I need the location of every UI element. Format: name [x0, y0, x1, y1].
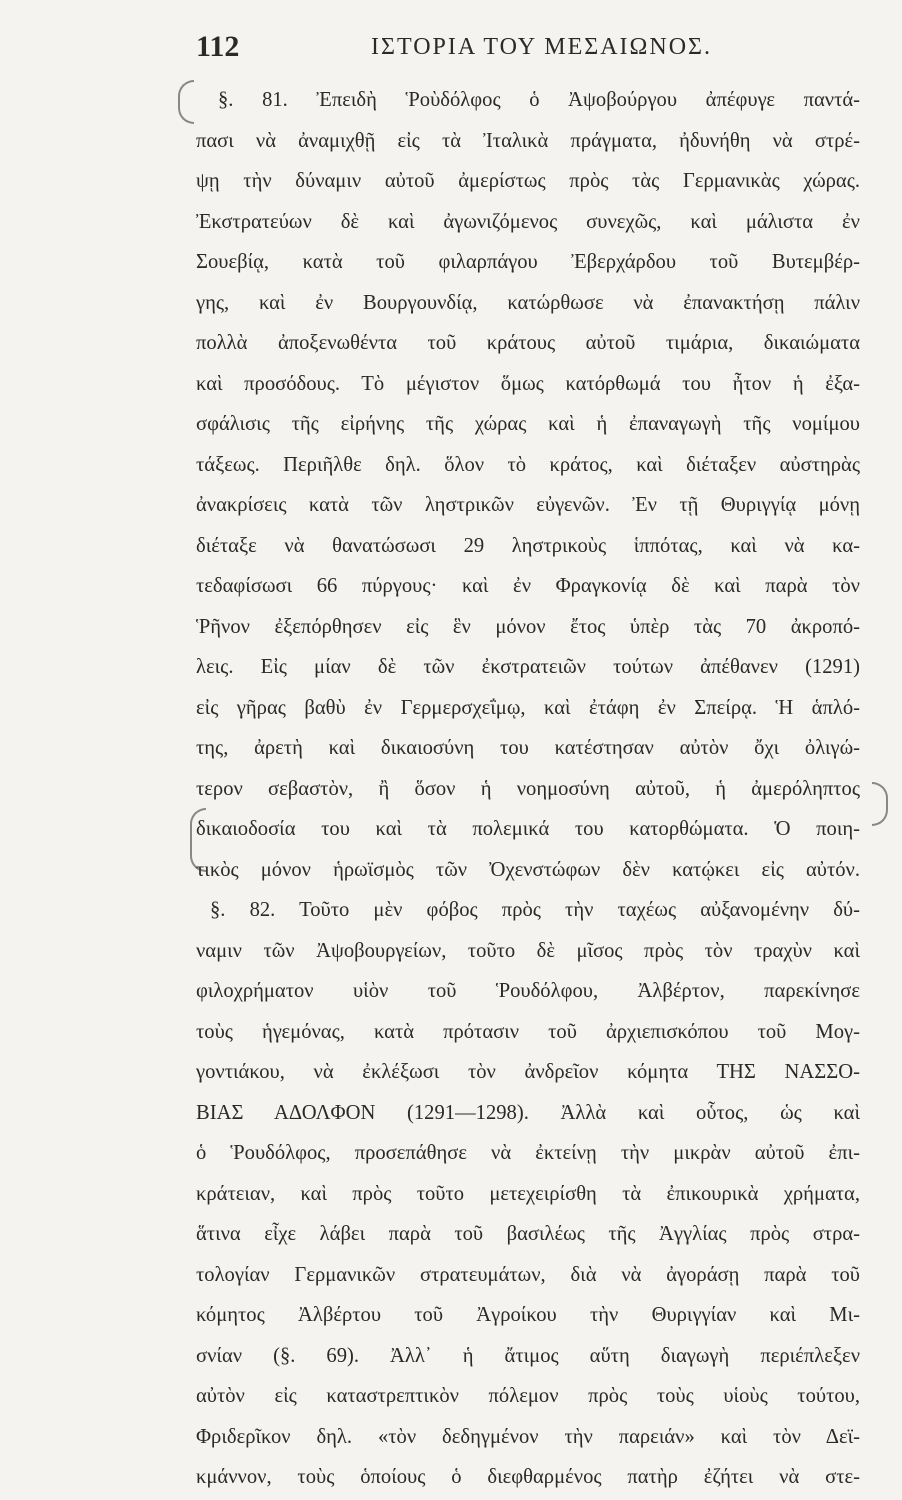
text-line: λεις. Εἰς μίαν δὲ τῶν ἐκστρατειῶν τούτων ἀπέθανεν (1291): [196, 656, 860, 678]
text-line: Ῥῆνον ἐξεπόρθησεν εἰς ἓν μόνον ἔτος ὑπὲρ τὰς 70 ἀκροπό-: [196, 615, 860, 638]
text-line: Φριδερῖκον δηλ. «τὸν δεδηγμένον τὴν παρειάν» καὶ τὸν Δεϊ-: [196, 1425, 860, 1448]
text-line: αὐτὸν εἰς καταστρεπτικὸν πόλεμον πρὸς τοὺς υἱοὺς τούτου,: [196, 1385, 860, 1407]
text-line: τολογίαν Γερμανικῶν στρατευμάτων, διὰ νὰ ἀγοράσῃ παρὰ τοῦ: [196, 1263, 860, 1286]
text-line: τεδαφίσωσι 66 πύργους· καὶ ἐν Φραγκονίᾳ δὲ καὶ παρὰ τὸν: [196, 575, 860, 597]
text-line: πασι νὰ ἀναμιχθῇ εἰς τὰ Ἰταλικὰ πράγματα, ἠδυνήθη νὰ στρέ-: [196, 129, 860, 152]
text-line: τικὸς μόνον ἡρωϊσμὸς τῶν Ὀχενστώφων δὲν κατῴκει εἰς αὐτόν.: [196, 858, 860, 881]
text-line: Ἐκστρατεύων δὲ καὶ ἀγωνιζόμενος συνεχῶς, καὶ μάλιστα ἐν: [196, 210, 860, 233]
text-line: ὁ Ῥουδόλφος, προσεπάθησε νὰ ἐκτείνῃ τὴν μικρὰν αὐτοῦ ἐπι-: [196, 1142, 860, 1164]
text-line: §. 82. Τοῦτο μὲν φόβος πρὸς τὴν ταχέως αὐξανομένην δύ-: [210, 899, 860, 921]
text-line: κράτειαν, καὶ πρὸς τοῦτο μετεχειρίσθη τὰ ἐπικουρικὰ χρήματα,: [196, 1182, 860, 1205]
text-line: τοὺς ἡγεμόνας, κατὰ πρότασιν τοῦ ἀρχιεπισκόπου τοῦ Μογ-: [196, 1020, 860, 1043]
body-text: [196, 80, 860, 1498]
text-line: τερον σεβαστὸν, ἢ ὅσον ἡ νοημοσύνη αὐτοῦ, ἡ ἀμερόληπτος: [196, 777, 860, 800]
text-line: σφάλισις τῆς εἰρήνης τῆς χώρας καὶ ἡ ἐπαναγωγὴ τῆς νομίμου: [196, 413, 860, 435]
text-line: φιλοχρήματον υἱὸν τοῦ Ῥουδόλφου, Ἀλβέρτον, παρεκίνησε: [196, 980, 860, 1002]
text-line: καὶ προσόδους. Τὸ μέγιστον ὅμως κατόρθωμά του ἦτον ἡ ἐξα-: [196, 372, 860, 395]
margin-bracket-81: [178, 80, 194, 124]
text-line: ψῃ τὴν δύναμιν αὐτοῦ ἀμερίστως πρὸς τὰς Γερμανικὰς χώρας.: [196, 170, 860, 192]
text-line: γης, καὶ ἐν Βουργουνδίᾳ, κατώρθωσε νὰ ἐπανακτήσῃ πάλιν: [196, 291, 860, 314]
running-title: ΙΣΤΟΡΙΑ ΤΟΥ ΜΕΣΑΙΩΝΟΣ.: [371, 34, 712, 60]
text-line: ἅτινα εἶχε λάβει παρὰ τοῦ βασιλέως τῆς Ἀγγλίας πρὸς στρα-: [196, 1223, 860, 1245]
text-line: §. 81. Ἐπειδὴ Ῥοὺδόλφος ὁ Ἀψοβούργου ἀπέφυγε παντά-: [218, 89, 860, 111]
page-header: [196, 30, 860, 64]
text-line: δικαιοδοσία του καὶ τὰ πολεμικά του κατορθώματα. Ὁ ποιη-: [196, 818, 860, 840]
text-line: ἀνακρίσεις κατὰ τῶν ληστρικῶν εὐγενῶν. Ἐν τῇ Θυριγγίᾳ μόνῃ: [196, 494, 860, 516]
text-line: κόμητος Ἀλβέρτου τοῦ Ἀγροίκου τὴν Θυριγγίαν καὶ Μι-: [196, 1304, 860, 1326]
margin-bracket-end: [872, 782, 888, 826]
text-line: γοντιάκου, νὰ ἐκλέξωσι τὸν ἀνδρεῖον κόμητα ΤΗΣ ΝΑΣΣΟ-: [196, 1061, 860, 1083]
text-line: ναμιν τῶν Ἀψοβουργείων, τοῦτο δὲ μῖσος πρὸς τὸν τραχὺν καὶ: [196, 939, 860, 962]
text-line: εἰς γῆρας βαθὺ ἐν Γερμερσχεΐμῳ, καὶ ἐτάφη ἐν Σπείρᾳ. Ἡ ἁπλό-: [196, 696, 860, 719]
text-line: πολλὰ ἀποξενωθέντα τοῦ κράτους αὐτοῦ τιμάρια, δικαιώματα: [196, 332, 860, 354]
text-line: σνίαν (§. 69). Ἀλλ᾽ ἡ ἄτιμος αὕτη διαγωγὴ περιέπλεξεν: [196, 1344, 860, 1367]
text-line: τάξεως. Περιῆλθε δηλ. ὅλον τὸ κράτος, καὶ διέταξεν αὐστηρὰς: [196, 453, 860, 476]
text-line: ΒΙΑΣ ΑΔΟΛΦΟΝ (1291—1298). Ἀλλὰ καὶ οὗτος, ὡς καὶ: [196, 1101, 860, 1124]
text-line: διέταξε νὰ θανατώσωσι 29 ληστρικοὺς ἱππότας, καὶ νὰ κα-: [196, 534, 860, 557]
text-line: κμάννον, τοὺς ὁποίους ὁ διεφθαρμένος πατὴρ ἐζήτει νὰ στε-: [196, 1466, 860, 1488]
text-line: της, ἀρετὴ καὶ δικαιοσύνη του κατέστησαν αὐτὸν ὄχι ὀλιγώ-: [196, 737, 860, 759]
text-line: Σουεβίᾳ, κατὰ τοῦ φιλαρπάγου Ἐβερχάρδου τοῦ Βυτεμβέρ-: [196, 251, 860, 273]
page-number: 112: [196, 30, 240, 63]
